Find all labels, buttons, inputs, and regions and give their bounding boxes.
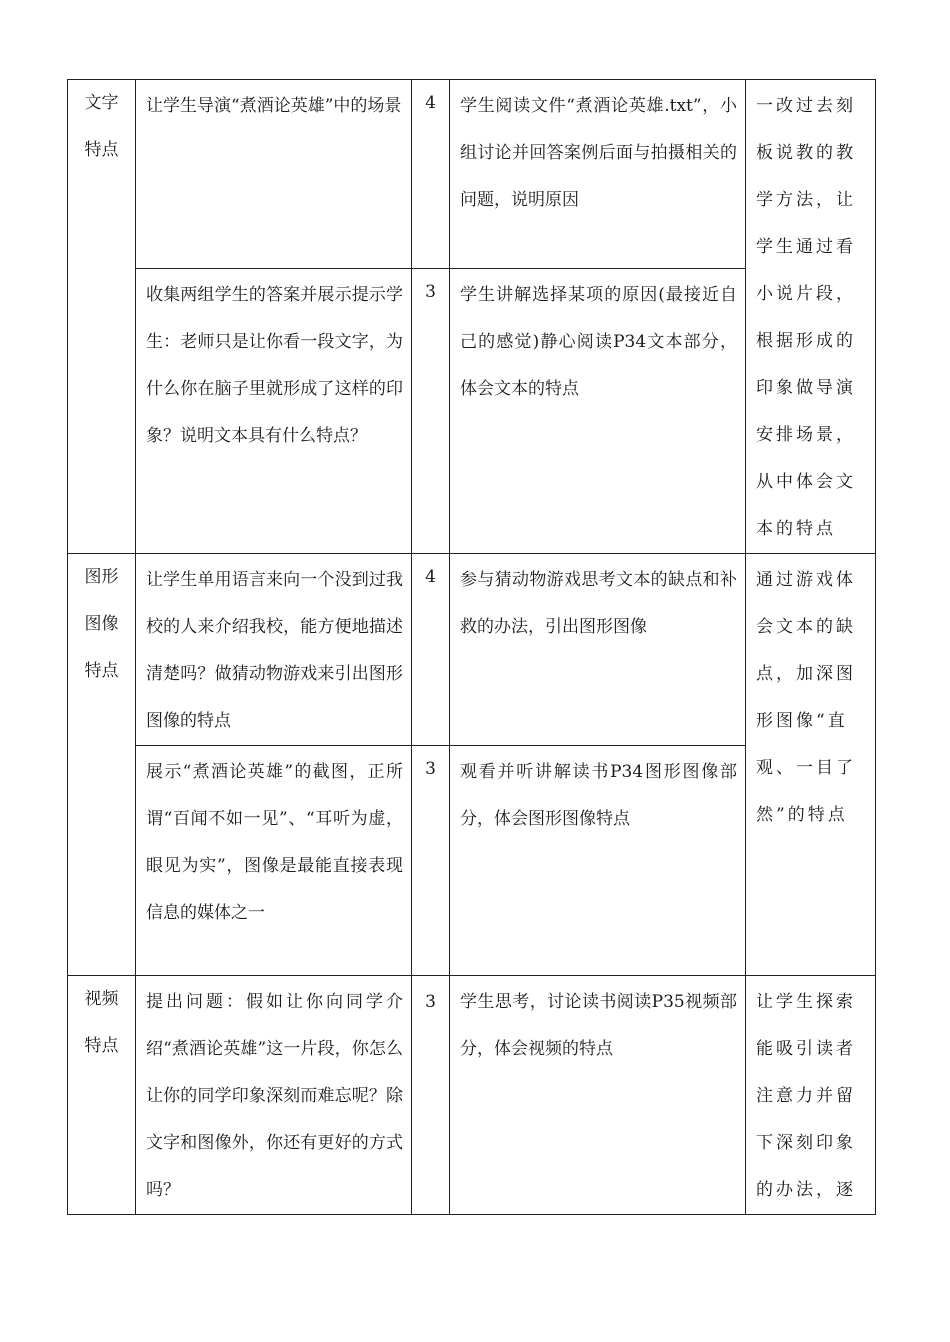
table-row — [68, 976, 876, 1215]
student-activity-cell — [450, 746, 746, 976]
student-activity-text: 观看并听讲解读书P34图形图像部分，体会图形图像特点 — [460, 762, 737, 829]
student-activity-cell — [450, 80, 746, 269]
teacher-activity-text: 收集两组学生的答案并展示提示学生：老师只是让你看一段文字，为什么你在脑子里就形成了这样的印象？说明文本具有什么特点？ — [146, 284, 403, 446]
student-activity-cell — [450, 976, 746, 1215]
minutes-cell — [412, 554, 450, 746]
teacher-activity-cell — [136, 268, 412, 553]
minutes-value: 3 — [425, 281, 436, 302]
teacher-activity-cell — [136, 976, 412, 1215]
minutes-value: 3 — [425, 992, 436, 1012]
minutes-value: 4 — [425, 93, 436, 113]
minutes-value: 3 — [425, 759, 436, 779]
teacher-activity-text: 让学生导演“煮酒论英雄”中的场景 — [146, 96, 402, 116]
design-intent-cell — [746, 554, 876, 976]
design-intent-cell — [746, 80, 876, 554]
teacher-activity-text: 让学生单用语言来向一个没到过我校的人来介绍我校，能方便地描述清楚吗？做猜动物游戏来引出图形图像的特点 — [146, 570, 403, 731]
minutes-value: 4 — [425, 567, 436, 587]
teacher-activity-cell — [136, 554, 412, 746]
teacher-activity-cell — [136, 80, 412, 269]
teacher-activity-text: 展示“煮酒论英雄”的截图，正所谓“百闻不如一见”、“耳听为虚，眼见为实”，图像是最能直接表现信息的媒体之一 — [146, 762, 403, 923]
teacher-activity-cell — [136, 746, 412, 976]
lesson-plan-table — [67, 79, 876, 1215]
minutes-cell — [412, 746, 450, 976]
student-activity-cell — [450, 554, 746, 746]
student-activity-text: 学生阅读文件“煮酒论英雄.txt”，小组讨论并回答案例后面与拍摄相关的问题，说明原因 — [460, 96, 737, 210]
topic-label: 图形图像特点 — [84, 567, 119, 681]
student-activity-text: 参与猜动物游戏思考文本的缺点和补救的办法，引出图形图像 — [460, 570, 737, 637]
student-activity-text: 学生思考，讨论读书阅读P35视频部分，体会视频的特点 — [460, 992, 737, 1059]
topic-cell — [68, 976, 136, 1215]
design-intent-cell — [746, 976, 876, 1215]
topic-cell — [68, 554, 136, 976]
topic-label: 文字特点 — [84, 93, 119, 160]
design-intent-text: 通过游戏体会文本的缺点，加深图形图像“直观、一目了然”的特点 — [756, 570, 856, 825]
minutes-cell — [412, 976, 450, 1215]
topic-label: 视频特点 — [84, 989, 119, 1056]
student-activity-cell — [450, 268, 746, 553]
table-row — [68, 554, 876, 746]
design-intent-text: 一改过去刻板说教的教学方法，让学生通过看小说片段，根据形成的印象做导演安排场景，从中体会文本的特点 — [756, 96, 856, 539]
student-activity-text: 学生讲解选择某项的原因(最接近自己的感觉)静心阅读P34文本部分，体会文本的特点 — [460, 284, 737, 399]
topic-cell — [68, 80, 136, 554]
teacher-activity-text: 提出问题：假如让你向同学介绍“煮酒论英雄”这一片段，你怎么让你的同学印象深刻而难忘呢？除文字和图像外，你还有更好的方式吗？ — [146, 992, 403, 1200]
table-row — [68, 80, 876, 269]
design-intent-text: 让学生探索能吸引读者注意力并留下深刻印象的办法，逐 — [756, 992, 856, 1200]
minutes-cell — [412, 80, 450, 269]
minutes-cell — [412, 268, 450, 553]
